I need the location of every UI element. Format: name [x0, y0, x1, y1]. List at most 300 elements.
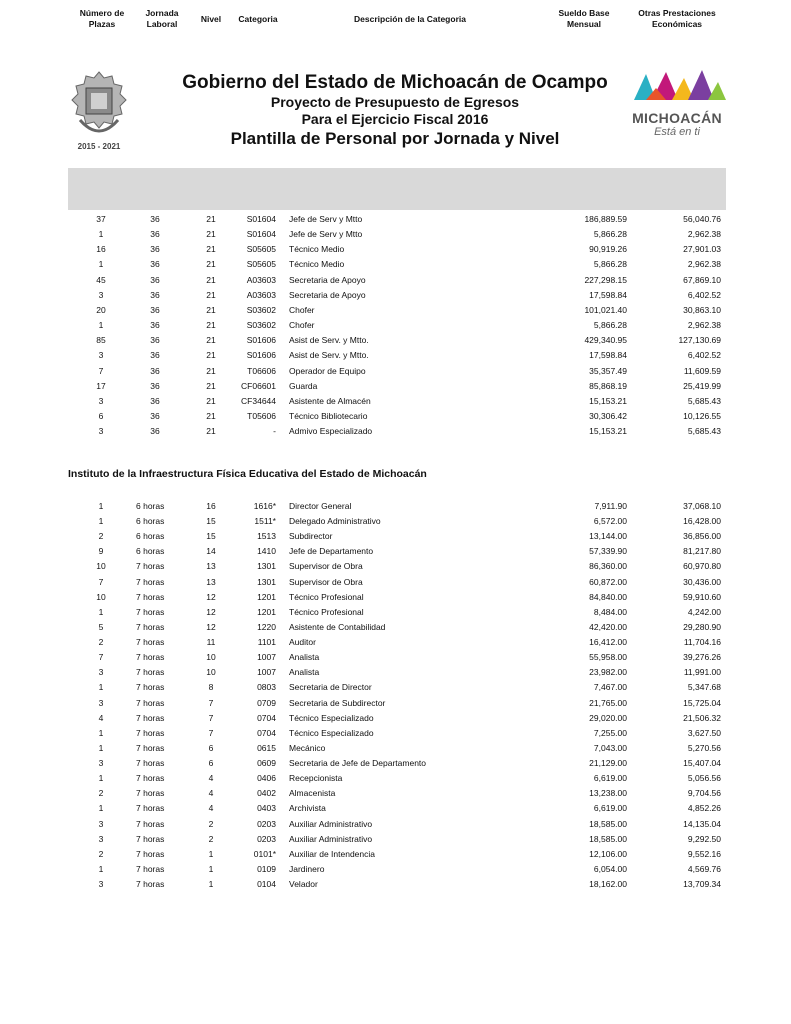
table-row: [0, 409, 791, 424]
cell-descripcion: Técnico Bibliotecario: [289, 410, 368, 421]
cell-categoria: 1511*: [254, 516, 276, 527]
cell-otras: 15,725.04: [683, 697, 721, 708]
table-row: [0, 212, 791, 227]
cell-nivel: 21: [206, 214, 216, 224]
table-row: [0, 590, 791, 605]
cell-sueldo: 5,866.28: [593, 229, 627, 240]
cell-nivel: 4: [208, 773, 214, 784]
cell-otras: 39,276.26: [683, 652, 721, 663]
cell-sueldo: 13,238.00: [589, 788, 627, 799]
cell-descripcion: Jardinero: [289, 863, 325, 874]
cell-otras: 81,217.80: [683, 546, 721, 557]
cell-otras: 37,068.10: [683, 501, 721, 511]
cell-nivel: 21: [206, 259, 216, 270]
cell-sueldo: 5,866.28: [593, 320, 627, 331]
cell-jornada: 36: [150, 320, 160, 331]
cell-plazas: 1: [98, 742, 104, 753]
cell-categoria: 0402: [257, 788, 276, 799]
table-row: [0, 559, 791, 574]
table-row: [0, 227, 791, 242]
cell-plazas: 1: [98, 863, 104, 874]
cell-sueldo: 18,162.00: [589, 879, 627, 889]
cell-plazas: 6: [98, 410, 104, 421]
cell-descripcion: Chofer: [289, 304, 315, 315]
cell-descripcion: Auxiliar de Intendencia: [289, 848, 376, 859]
cell-jornada: 36: [150, 214, 160, 224]
cell-plazas: 9: [98, 546, 104, 557]
cell-plazas: 45: [96, 274, 106, 285]
cell-jornada: 36: [150, 289, 160, 300]
col-header-jornada: Jornada Laboral: [145, 8, 179, 29]
cell-descripcion: Técnico Profesional: [289, 606, 364, 617]
cell-nivel: 15: [206, 531, 216, 542]
cell-nivel: 4: [208, 788, 214, 799]
cell-otras: 21,506.32: [683, 712, 721, 723]
cell-plazas: 3: [98, 289, 104, 300]
page-title: Gobierno del Estado de Michoacán de Ocampo: [182, 72, 608, 93]
cell-sueldo: 6,619.00: [593, 773, 627, 784]
cell-descripcion: Supervisor de Obra: [289, 576, 363, 587]
cell-categoria: 1301: [257, 561, 276, 572]
cell-jornada: 36: [150, 380, 160, 391]
cell-jornada: 7 horas: [136, 621, 165, 632]
cell-jornada: 7 horas: [136, 561, 165, 572]
cell-nivel: 1: [208, 848, 214, 859]
cell-categoria: A03603: [246, 274, 276, 285]
cell-jornada: 7 horas: [136, 863, 165, 874]
cell-jornada: 7 horas: [136, 879, 165, 889]
cell-otras: 4,852.26: [687, 803, 721, 814]
cell-categoria: 1220: [257, 621, 276, 632]
cell-categoria: 0609: [257, 758, 276, 769]
cell-jornada: 7 horas: [136, 742, 165, 753]
cell-otras: 2,962.38: [687, 320, 721, 331]
cell-nivel: 21: [206, 289, 216, 300]
cell-sueldo: 7,043.00: [593, 742, 627, 753]
cell-nivel: 10: [206, 652, 216, 663]
table-row: [0, 726, 791, 741]
cell-descripcion: Supervisor de Obra: [289, 561, 363, 572]
cell-sueldo: 35,357.49: [589, 365, 627, 376]
cell-nivel: 21: [206, 395, 216, 406]
cell-jornada: 7 horas: [136, 758, 165, 769]
cell-descripcion: Analista: [289, 652, 320, 663]
table-row: [0, 394, 791, 409]
cell-nivel: 12: [206, 591, 216, 602]
cell-nivel: 21: [206, 335, 216, 346]
cell-otras: 4,242.00: [687, 606, 721, 617]
table-row: [0, 364, 791, 379]
cell-plazas: 3: [98, 833, 104, 844]
cell-categoria: 0203: [257, 833, 276, 844]
state-seal: [68, 70, 130, 152]
michoacan-logo: [622, 70, 732, 142]
cell-sueldo: 8,484.00: [593, 606, 627, 617]
cell-plazas: 5: [98, 621, 104, 632]
cell-descripcion: Secretaria de Director: [289, 682, 372, 693]
cell-sueldo: 30,306.42: [589, 410, 627, 421]
cell-otras: 9,552.16: [687, 848, 721, 859]
cell-sueldo: 23,982.00: [589, 667, 627, 678]
cell-jornada: 36: [150, 244, 160, 255]
cell-descripcion: Admivo Especializado: [289, 426, 373, 437]
cell-sueldo: 21,129.00: [589, 758, 627, 769]
cell-otras: 5,056.56: [687, 773, 721, 784]
cell-nivel: 21: [206, 244, 216, 255]
cell-categoria: 0104: [257, 879, 276, 889]
cell-categoria: S03602: [246, 304, 276, 315]
cell-descripcion: Secretaria de Apoyo: [289, 289, 366, 300]
cell-plazas: 3: [98, 426, 104, 437]
cell-categoria: S05605: [246, 259, 276, 270]
cell-otras: 9,292.50: [687, 833, 721, 844]
cell-descripcion: Técnico Medio: [289, 244, 345, 255]
cell-descripcion: Secretaria de Jefe de Departamento: [289, 758, 427, 769]
table-row: [0, 696, 791, 711]
table-row: [0, 650, 791, 665]
cell-nivel: 11: [206, 637, 216, 648]
col-header-descripcion: Descripción de la Categoria: [354, 14, 466, 24]
table-row: [0, 348, 791, 363]
cell-sueldo: 7,467.00: [593, 682, 627, 693]
cell-nivel: 21: [206, 350, 216, 361]
cell-plazas: 10: [96, 561, 106, 572]
cell-plazas: 2: [98, 531, 104, 542]
cell-nivel: 21: [206, 320, 216, 331]
cell-plazas: 20: [96, 304, 106, 315]
cell-nivel: 13: [206, 576, 216, 587]
cell-otras: 5,685.43: [687, 426, 721, 437]
cell-sueldo: 55,958.00: [589, 652, 627, 663]
col-header-plazas: Número de Plazas: [79, 8, 125, 29]
cell-sueldo: 15,153.21: [589, 426, 627, 437]
table-row: [0, 620, 791, 635]
section-title-infraestructura: Instituto de la Infraestructura Física Educativa del Estado de Michoacán: [68, 468, 427, 480]
cell-jornada: 7 horas: [136, 652, 165, 663]
cell-categoria: A03603: [246, 289, 276, 300]
table-row: [0, 288, 791, 303]
cell-jornada: 7 horas: [136, 773, 165, 784]
table-row: [0, 303, 791, 318]
cell-otras: 14,135.04: [683, 818, 721, 829]
table-row: [0, 273, 791, 288]
cell-categoria: -: [273, 426, 276, 437]
cell-jornada: 36: [150, 350, 160, 361]
cell-descripcion: Guarda: [289, 380, 318, 391]
cell-descripcion: Técnico Medio: [289, 259, 345, 270]
cell-plazas: 2: [98, 788, 104, 799]
table-row: [0, 665, 791, 680]
cell-jornada: 6 horas: [136, 501, 165, 511]
cell-plazas: 7: [98, 576, 104, 587]
cell-categoria: 1201: [257, 591, 276, 602]
cell-sueldo: 13,144.00: [589, 531, 627, 542]
cell-plazas: 1: [98, 259, 104, 270]
cell-categoria: 1007: [257, 667, 276, 678]
cell-categoria: S03602: [246, 320, 276, 331]
table-row: [0, 847, 791, 862]
cell-descripcion: Director General: [289, 501, 352, 511]
cell-categoria: 0615: [257, 742, 276, 753]
cell-plazas: 3: [98, 395, 104, 406]
cell-sueldo: 16,412.00: [589, 637, 627, 648]
cell-categoria: 1410: [257, 546, 276, 557]
logo-mark-icon: [622, 70, 732, 112]
cell-plazas: 17: [96, 380, 106, 391]
cell-categoria: 0101*: [253, 848, 276, 859]
cell-plazas: 3: [98, 697, 104, 708]
cell-sueldo: 12,106.00: [589, 848, 627, 859]
cell-descripcion: Almacenista: [289, 788, 336, 799]
col-header-sueldo: Sueldo Base Mensual: [558, 8, 610, 29]
cell-plazas: 2: [98, 637, 104, 648]
cell-otras: 30,436.00: [683, 576, 721, 587]
cell-nivel: 10: [206, 667, 216, 678]
cell-descripcion: Jefe de Serv y Mtto: [289, 214, 363, 224]
cell-plazas: 1: [98, 606, 104, 617]
cell-otras: 13,709.34: [683, 879, 721, 889]
logo-slogan: Está en ti: [654, 126, 700, 138]
table-row: [0, 424, 791, 439]
cell-nivel: 14: [206, 546, 216, 557]
cell-jornada: 7 horas: [136, 682, 165, 693]
table-header: [68, 168, 726, 210]
cell-sueldo: 429,340.95: [584, 335, 627, 346]
cell-otras: 6,402.52: [687, 289, 721, 300]
table-row: [0, 499, 791, 514]
table-row: [0, 711, 791, 726]
cell-otras: 5,270.56: [687, 742, 721, 753]
cell-jornada: 36: [150, 274, 160, 285]
table-row: [0, 877, 791, 892]
cell-plazas: 1: [98, 229, 104, 240]
cell-jornada: 7 horas: [136, 697, 165, 708]
cell-otras: 6,402.52: [687, 350, 721, 361]
cell-jornada: 36: [150, 335, 160, 346]
cell-sueldo: 90,919.26: [589, 244, 627, 255]
cell-categoria: T06606: [247, 365, 276, 376]
cell-nivel: 21: [206, 365, 216, 376]
cell-jornada: 7 horas: [136, 591, 165, 602]
cell-jornada: 7 horas: [136, 803, 165, 814]
cell-descripcion: Asistente de Contabilidad: [289, 621, 386, 632]
cell-otras: 36,856.00: [683, 531, 721, 542]
cell-descripcion: Asistente de Almacén: [289, 395, 371, 406]
cell-otras: 11,704.16: [683, 637, 721, 648]
cell-descripcion: Auditor: [289, 637, 316, 648]
cell-nivel: 8: [208, 682, 214, 693]
cell-jornada: 7 horas: [136, 848, 165, 859]
cell-plazas: 2: [98, 848, 104, 859]
cell-plazas: 10: [96, 591, 106, 602]
cell-categoria: 1616*: [253, 501, 276, 511]
cell-nivel: 21: [206, 410, 216, 421]
cell-plazas: 3: [98, 350, 104, 361]
cell-nivel: 2: [208, 818, 214, 829]
cell-jornada: 36: [150, 365, 160, 376]
table-row: [0, 680, 791, 695]
cell-nivel: 21: [206, 274, 216, 285]
cell-descripcion: Delegado Administrativo: [289, 516, 381, 527]
cell-descripcion: Secretaria de Apoyo: [289, 274, 366, 285]
table-row: [0, 756, 791, 771]
subtitle-staff: Plantilla de Personal por Jornada y Nivel: [230, 129, 560, 148]
table-row: [0, 605, 791, 620]
cell-descripcion: Técnico Especializado: [289, 712, 374, 723]
cell-descripcion: Asist de Serv. y Mtto.: [289, 335, 369, 346]
cell-sueldo: 101,021.40: [584, 304, 627, 315]
cell-jornada: 7 horas: [136, 818, 165, 829]
cell-sueldo: 57,339.90: [589, 546, 627, 557]
cell-descripcion: Jefe de Serv y Mtto: [289, 229, 363, 240]
table-row: [0, 817, 791, 832]
cell-otras: 2,962.38: [687, 229, 721, 240]
cell-categoria: 0109: [257, 863, 276, 874]
cell-descripcion: Recepcionista: [289, 773, 343, 784]
cell-plazas: 3: [98, 818, 104, 829]
cell-jornada: 7 horas: [136, 637, 165, 648]
cell-jornada: 6 horas: [136, 531, 165, 542]
cell-sueldo: 85,868.19: [589, 380, 627, 391]
cell-plazas: 3: [98, 758, 104, 769]
cell-categoria: T05606: [247, 410, 276, 421]
cell-jornada: 36: [150, 229, 160, 240]
cell-plazas: 1: [98, 803, 104, 814]
cell-categoria: CF06601: [241, 380, 276, 391]
cell-sueldo: 6,572.00: [593, 516, 627, 527]
cell-plazas: 1: [98, 682, 104, 693]
cell-otras: 9,704.56: [687, 788, 721, 799]
cell-descripcion: Operador de Equipo: [289, 365, 366, 376]
cell-otras: 11,609.59: [683, 365, 721, 376]
cell-descripcion: Secretaria de Subdirector: [289, 697, 386, 708]
cell-categoria: 0704: [257, 727, 276, 738]
table-row: [0, 862, 791, 877]
cell-nivel: 7: [208, 697, 214, 708]
cell-otras: 3,627.50: [687, 727, 721, 738]
cell-jornada: 36: [150, 304, 160, 315]
cell-categoria: S01604: [246, 229, 276, 240]
col-header-nivel: Nivel: [200, 14, 222, 24]
cell-nivel: 12: [206, 621, 216, 632]
cell-otras: 27,901.03: [683, 244, 721, 255]
cell-sueldo: 18,585.00: [589, 818, 627, 829]
table-row: [0, 832, 791, 847]
cell-jornada: 7 horas: [136, 712, 165, 723]
cell-otras: 2,962.38: [687, 259, 721, 270]
cell-otras: 25,419.99: [683, 380, 721, 391]
cell-nivel: 16: [206, 501, 216, 511]
cell-categoria: 1301: [257, 576, 276, 587]
cell-nivel: 7: [208, 712, 214, 723]
table-row: [0, 318, 791, 333]
cell-nivel: 1: [208, 863, 214, 874]
cell-otras: 56,040.76: [683, 214, 721, 224]
cell-sueldo: 42,420.00: [589, 621, 627, 632]
cell-jornada: 7 horas: [136, 606, 165, 617]
cell-categoria: S01606: [246, 335, 276, 346]
cell-categoria: S01604: [246, 214, 276, 224]
cell-descripcion: Subdirector: [289, 531, 333, 542]
cell-plazas: 4: [98, 712, 104, 723]
table-row: [0, 575, 791, 590]
cell-categoria: 0709: [257, 697, 276, 708]
cell-plazas: 1: [98, 501, 104, 511]
cell-categoria: 1201: [257, 606, 276, 617]
cell-plazas: 1: [98, 727, 104, 738]
cell-categoria: 0704: [257, 712, 276, 723]
cell-jornada: 6 horas: [136, 546, 165, 557]
cell-nivel: 6: [208, 742, 214, 753]
cell-otras: 60,970.80: [683, 561, 721, 572]
cell-jornada: 36: [150, 410, 160, 421]
cell-categoria: S05605: [246, 244, 276, 255]
col-header-categoria: Categoria: [238, 14, 278, 24]
cell-nivel: 21: [206, 380, 216, 391]
cell-jornada: 7 horas: [136, 667, 165, 678]
cell-descripcion: Chofer: [289, 320, 315, 331]
cell-otras: 29,280.90: [683, 621, 721, 632]
table-row: [0, 741, 791, 756]
cell-plazas: 7: [98, 365, 104, 376]
table-row: [0, 257, 791, 272]
cell-otras: 15,407.04: [683, 758, 721, 769]
cell-descripcion: Analista: [289, 667, 320, 678]
cell-nivel: 15: [206, 516, 216, 527]
cell-jornada: 7 horas: [136, 833, 165, 844]
cell-plazas: 85: [96, 335, 106, 346]
cell-categoria: 1101: [257, 637, 276, 648]
cell-sueldo: 17,598.84: [589, 289, 627, 300]
cell-otras: 5,347.68: [687, 682, 721, 693]
cell-nivel: 12: [206, 606, 216, 617]
table-row: [0, 635, 791, 650]
cell-jornada: 7 horas: [136, 576, 165, 587]
cell-categoria: 0203: [257, 818, 276, 829]
table-row: [0, 544, 791, 559]
cell-sueldo: 5,866.28: [593, 259, 627, 270]
logo-brand: MICHOACÁN: [632, 110, 722, 126]
subtitle-fiscal-year: Para el Ejercicio Fiscal 2016: [301, 111, 489, 127]
cell-descripcion: Archivista: [289, 803, 326, 814]
cell-categoria: CF34644: [241, 395, 276, 406]
cell-sueldo: 6,054.00: [593, 863, 627, 874]
cell-nivel: 2: [208, 833, 214, 844]
cell-sueldo: 15,153.21: [589, 395, 627, 406]
cell-descripcion: Técnico Profesional: [289, 591, 364, 602]
cell-sueldo: 60,872.00: [589, 576, 627, 587]
cell-sueldo: 86,360.00: [589, 561, 627, 572]
table-row: [0, 529, 791, 544]
document-header: [160, 72, 630, 150]
seal-years: 2015 - 2021: [77, 142, 121, 151]
table-row: [0, 333, 791, 348]
coat-of-arms-icon: [68, 70, 130, 142]
cell-categoria: 1007: [257, 652, 276, 663]
cell-otras: 4,569.76: [687, 863, 721, 874]
cell-nivel: 21: [206, 304, 216, 315]
table-row: [0, 786, 791, 801]
cell-categoria: S01606: [246, 350, 276, 361]
cell-nivel: 21: [206, 426, 216, 437]
cell-plazas: 1: [98, 773, 104, 784]
cell-descripcion: Asist de Serv. y Mtto.: [289, 350, 369, 361]
col-header-otras: Otras Prestaciones Económicas: [638, 8, 716, 29]
cell-sueldo: 227,298.15: [584, 274, 627, 285]
cell-otras: 10,126.55: [683, 410, 721, 421]
cell-otras: 5,685.43: [687, 395, 721, 406]
cell-plazas: 1: [98, 320, 104, 331]
